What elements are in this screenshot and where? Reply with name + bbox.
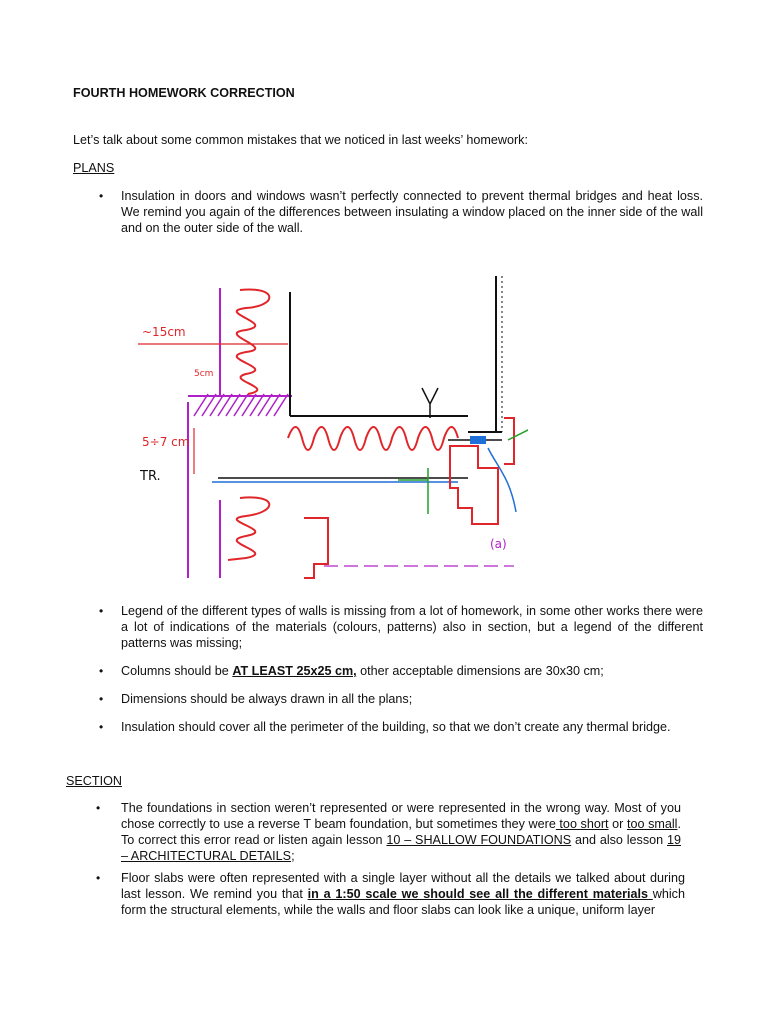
plans-bullet-text: Legend of the different types of walls is missing from a lot of homework, in some other works there were a lot of indications of the materials (colours, patterns) also in section, but a legend of the different patterns was missing; (121, 604, 703, 650)
plans-bullet-4 (99, 691, 703, 707)
hatch-pattern (194, 394, 288, 416)
section-bullet-2 (96, 870, 685, 918)
section-bullet-text: Floor slabs were often represented with a single layer without all the details we talked about during last lesson. We remind you that in a 1:50 scale we should see all the different materials which form the structural elements, while the walls and floor slabs can look like a unique, uniform layer (121, 871, 685, 917)
plans-bullet-1 (99, 188, 703, 236)
document-title: FOURTH HOMEWORK CORRECTION (73, 86, 295, 100)
bullet-dot: • (99, 692, 104, 706)
annotation-tr: TR. (140, 469, 161, 484)
bullet-dot: • (96, 801, 101, 815)
plans-bullet-2 (99, 603, 703, 651)
annotation-15cm: ~15cm (142, 325, 186, 339)
bullet-dot: • (99, 189, 104, 203)
annotation-5-7cm: 5÷7 cm (142, 435, 190, 449)
annotation-a: (a) (490, 537, 507, 551)
plans-bullet-text: Columns should be AT LEAST 25x25 cm, other acceptable dimensions are 30x30 cm; (121, 664, 604, 678)
insulation-squiggle-bottom (228, 497, 269, 560)
plans-bullet-5 (99, 719, 711, 735)
plant-symbol (422, 388, 438, 418)
section-bullet-1 (96, 800, 681, 864)
bullet-dot: • (99, 664, 104, 678)
insulation-squiggle-top (237, 289, 270, 394)
window-outer-frame (504, 418, 514, 464)
window-frame-detail (450, 446, 498, 524)
plans-bullet-text: Insulation should cover all the perimeter of the building, so that we don’t create any thermal bridge. (121, 720, 671, 734)
bullet-dot: • (96, 871, 101, 885)
intro-paragraph: Let’s talk about some common mistakes that we noticed in last weeks’ homework: (73, 133, 528, 147)
annotation-5cm: 5cm (194, 369, 214, 379)
green-arrow-1 (508, 428, 528, 440)
plans-bullet-text: Insulation in doors and windows wasn’t perfectly connected to prevent thermal bridges and heat loss. We remind you again of the differences between insulating a window placed on the inner side of the wall and on the outer side of the wall. (121, 189, 703, 235)
emphasis-columns: AT LEAST 25x25 cm, (232, 664, 357, 678)
blue-pointer-arrow (488, 448, 516, 512)
plans-bullet-text: Dimensions should be always drawn in all the plans; (121, 692, 413, 706)
insulation-squiggle-slab (288, 427, 458, 450)
plans-heading: PLANS (73, 161, 115, 175)
section-bullet-text: The foundations in section weren’t represented or were represented in the wrong way. Most of you chose correctly to use a reverse T beam foundation, but sometimes they were too short or too small. To correct this error read or listen again lesson 10 – SHALLOW FOUNDATIONS and also lesson 19 – ARCHITECTURAL DETAILS; (121, 801, 681, 863)
section-heading: SECTION (66, 774, 122, 788)
column-detail (304, 518, 328, 578)
insulation-detail-sketch (128, 268, 528, 584)
bullet-dot: • (99, 720, 104, 734)
plans-bullet-3 (99, 663, 703, 679)
window-frame-marker (470, 436, 486, 444)
emphasis-scale: in a 1:50 scale we should see all the different materials (307, 887, 653, 901)
bullet-dot: • (99, 604, 104, 618)
